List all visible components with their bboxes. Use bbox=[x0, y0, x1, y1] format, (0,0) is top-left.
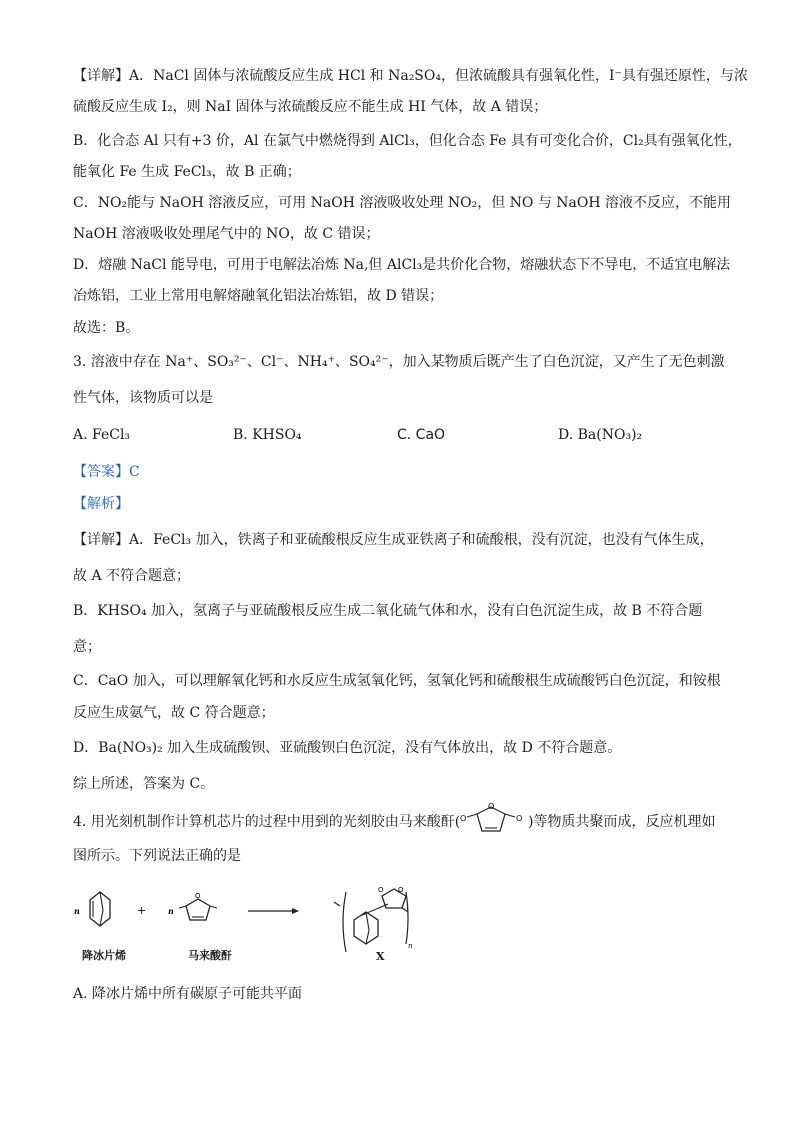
text-line: 意； bbox=[73, 639, 101, 655]
text-line: 反应生成氨气，故 C 符合题意； bbox=[73, 705, 275, 721]
atom-oxygen: O bbox=[460, 814, 467, 823]
text-line: 故 A 不符合题意； bbox=[73, 568, 191, 584]
atom-oxygen: O bbox=[378, 886, 384, 894]
text-line: 冶炼铝，工业上常用电解熔融氧化铝法冶炼铝，故 D 错误； bbox=[73, 288, 444, 304]
question-4-option-a: A. 降冰片烯中所有碳原子可能共平面 bbox=[73, 986, 303, 1002]
atom-oxygen: O bbox=[516, 814, 523, 823]
analysis-label: 【解析】 bbox=[73, 496, 129, 512]
text-line: 能氧化 Fe 生成 FeCl₃，故 B 正确； bbox=[73, 164, 301, 180]
option-b: B. KHSO₄ bbox=[233, 427, 302, 443]
reaction-arrow-head bbox=[292, 908, 299, 914]
maleic-anhydride-structure bbox=[179, 899, 217, 920]
question-4-text: )等物质共聚而成，反应机理如 bbox=[528, 814, 716, 830]
text-line: C．CaO 加入，可以理解氧化钙和水反应生成氢氧化钙，氢氧化钙和硫酸根生成硫酸钙白色沉淀，和铵根 bbox=[73, 673, 721, 689]
label-x: X bbox=[376, 950, 385, 963]
text-line: NaOH 溶液吸收处理尾气中的 NO，故 C 错误； bbox=[73, 226, 380, 242]
polymer-x-structure bbox=[334, 889, 408, 952]
text-line: B．化合态 Al 只有+3 价，Al 在氯气中燃烧得到 AlCl₃，但化合态 Fe 具有可变化合价，Cl₂具有强氧化性， bbox=[73, 133, 742, 149]
norbornene-structure bbox=[90, 892, 110, 926]
question-3-text: 3. 溶液中存在 Na⁺、SO₃²⁻、Cl⁻、NH₄⁺、SO₄²⁻，加入某物质后既产生了白色沉淀，又产生了无色刺激 bbox=[73, 354, 725, 370]
atom-oxygen: O bbox=[398, 886, 404, 894]
answer-label: 【答案】C bbox=[73, 464, 140, 480]
option-a: A. FeCl₃ bbox=[73, 427, 131, 443]
text-line: 故选：B。 bbox=[73, 320, 140, 336]
question-4-text: 图所示。下列说法正确的是 bbox=[73, 848, 241, 864]
text-line: 硫酸反应生成 I₂，则 NaI 固体与浓硫酸反应不能生成 HI 气体，故 A 错误； bbox=[73, 99, 548, 115]
label-maleic-anhydride: 马来酸酐 bbox=[188, 949, 232, 962]
question-4-text: 4. 用光刻机制作计算机芯片的过程中用到的光刻胶由马来酸酐( bbox=[73, 814, 461, 830]
subscript-n: n bbox=[408, 942, 413, 950]
question-3-text: 性气体，该物质可以是 bbox=[73, 390, 213, 406]
text-line: 综上所述，答案为 C。 bbox=[73, 776, 215, 792]
text-line: B．KHSO₄ 加入，氢离子与亚硫酸根反应生成二氧化硫气体和水，没有白色沉淀生成，故 B 不符合题 bbox=[73, 603, 703, 619]
text-line: 【详解】A．NaCl 固体与浓硫酸反应生成 HCl 和 Na₂SO₄，但浓硫酸具有强氧化性，I⁻具有强还原性，与浓 bbox=[73, 68, 748, 84]
text-line: D．熔融 NaCl 能导电，可用于电解法冶炼 Na,但 AlCl₃是共价化合物，熔融状态下不导电，不适宜电解法 bbox=[73, 257, 731, 273]
coefficient-n: n bbox=[168, 906, 174, 916]
plus-sign: + bbox=[137, 904, 147, 917]
atom-oxygen: O bbox=[195, 892, 201, 900]
atom-oxygen: O bbox=[488, 802, 495, 811]
maleic-anhydride-inline-structure bbox=[455, 800, 527, 844]
text-line: 【详解】A．FeCl₃ 加入，铁离子和亚硫酸根反应生成亚铁离子和硫酸根，没有沉淀，也没有气体生成， bbox=[73, 532, 714, 548]
text-line: D．Ba(NO₃)₂ 加入生成硫酸钡、亚硫酸钡白色沉淀，没有气体放出，故 D 不符合题意。 bbox=[73, 740, 622, 756]
option-d: D. Ba(NO₃)₂ bbox=[558, 427, 643, 443]
label-norbornene: 降冰片烯 bbox=[82, 949, 126, 962]
coefficient-n: n bbox=[74, 906, 80, 916]
option-c: C. CaO bbox=[397, 427, 446, 443]
text-line: C．NO₂能与 NaOH 溶液反应，可用 NaOH 溶液吸收处理 NO₂，但 NO 与 NaOH 溶液不反应，不能用 bbox=[73, 195, 732, 211]
